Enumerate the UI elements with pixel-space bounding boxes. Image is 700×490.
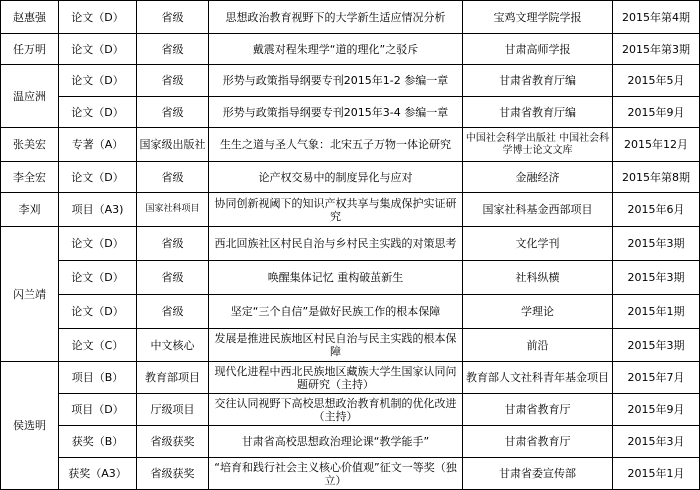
type-cell: 论文（D） [59, 227, 137, 261]
level-cell: 中文核心 [137, 329, 209, 362]
level-cell: 省级 [137, 227, 209, 261]
type-cell: 专著（A） [59, 128, 137, 162]
type-cell: 论文（D） [59, 1, 137, 34]
publisher-cell: 文化学刊 [463, 227, 613, 261]
title-cell: 形势与政策指导纲要专刊2015年1-2 参编一章 [209, 65, 463, 97]
title-cell: 坚定“三个自信”是做好民族工作的根本保障 [209, 295, 463, 329]
date-cell: 2015年9月 [613, 97, 700, 128]
level-cell: 省级 [137, 261, 209, 295]
author-name: 侯选明 [1, 362, 59, 490]
author-name: 赵惠强 [1, 1, 59, 34]
level-cell: 省级 [137, 1, 209, 34]
date-cell: 2015年第3期 [613, 34, 700, 65]
level-cell: 教育部项目 [137, 362, 209, 394]
table-row [1, 34, 700, 65]
title-cell: 现代化进程中西北民族地区藏族大学生国家认同问题研究（主持） [209, 362, 463, 394]
title-cell: 西北回族社区村民自治与乡村民主实践的对策思考 [209, 227, 463, 261]
level-cell: 国家社科项目 [137, 193, 209, 227]
title-cell: “培育和践行社会主义核心价值观”征文一等奖（独立） [209, 458, 463, 490]
publisher-cell: 教育部人文社科青年基金项目 [463, 362, 613, 394]
table-row [1, 394, 700, 426]
date-cell: 2015年3期 [613, 261, 700, 295]
date-cell: 2015年3月 [613, 426, 700, 458]
type-cell: 论文（D） [59, 65, 137, 97]
title-cell: 甘肃省高校思想政治理论课“教学能手” [209, 426, 463, 458]
type-cell: 项目（A3) [59, 193, 137, 227]
title-cell: 发展是推进民族地区村民自治与民主实践的根本保障 [209, 329, 463, 362]
title-cell: 思想政治教育视野下的大学新生适应情况分析 [209, 1, 463, 34]
level-cell: 省级 [137, 97, 209, 128]
date-cell: 2015年3期 [613, 227, 700, 261]
publisher-cell: 甘肃高师学报 [463, 34, 613, 65]
date-cell: 2015年5月 [613, 65, 700, 97]
publisher-cell: 金融经济 [463, 162, 613, 193]
title-cell: 论产权交易中的制度异化与应对 [209, 162, 463, 193]
title-cell: 交往认同视野下高校思想政治教育机制的优化改进（主持） [209, 394, 463, 426]
title-cell: 形势与政策指导纲要专刊2015年3-4 参编一章 [209, 97, 463, 128]
table-row [1, 227, 700, 261]
date-cell: 2015年第4期 [613, 1, 700, 34]
type-cell: 论文（D） [59, 295, 137, 329]
table-row [1, 362, 700, 394]
table-row [1, 1, 700, 34]
level-cell: 省级 [137, 34, 209, 65]
title-cell: 戴震对程朱理学“道的理化”之驳斥 [209, 34, 463, 65]
level-cell: 国家级出版社 [137, 128, 209, 162]
type-cell: 项目（D） [59, 394, 137, 426]
date-cell: 2015年1月 [613, 458, 700, 490]
type-cell: 论文（D） [59, 34, 137, 65]
publisher-cell: 甘肃省委宣传部 [463, 458, 613, 490]
author-name: 闪兰靖 [1, 227, 59, 362]
table-row [1, 97, 700, 128]
table-row [1, 426, 700, 458]
table-row [1, 128, 700, 162]
level-cell: 省级获奖 [137, 458, 209, 490]
table-row [1, 162, 700, 193]
level-cell: 省级 [137, 162, 209, 193]
table-row [1, 193, 700, 227]
table-row [1, 261, 700, 295]
type-cell: 论文（C） [59, 329, 137, 362]
type-cell: 论文（D） [59, 162, 137, 193]
type-cell: 获奖（A3） [59, 458, 137, 490]
level-cell: 厅级项目 [137, 394, 209, 426]
publisher-cell: 社科纵横 [463, 261, 613, 295]
author-name: 李刈 [1, 193, 59, 227]
type-cell: 论文（D） [59, 261, 137, 295]
level-cell: 省级获奖 [137, 426, 209, 458]
publisher-cell: 中国社会科学出版社 中国社会科学博士论文文库 [463, 128, 613, 162]
author-name: 任万明 [1, 34, 59, 65]
author-name: 李全宏 [1, 162, 59, 193]
date-cell: 2015年6月 [613, 193, 700, 227]
publisher-cell: 甘肃省教育厅编 [463, 65, 613, 97]
table-row [1, 65, 700, 97]
publisher-cell: 甘肃省教育厅 [463, 426, 613, 458]
date-cell: 2015年12月 [613, 128, 700, 162]
publisher-cell: 宝鸡文理学院学报 [463, 1, 613, 34]
title-cell: 协同创新视阈下的知识产权共享与集成保护实证研究 [209, 193, 463, 227]
title-cell: 生生之道与圣人气象：北宋五子万物一体论研究 [209, 128, 463, 162]
type-cell: 获奖（B） [59, 426, 137, 458]
publisher-cell: 国家社科基金西部项目 [463, 193, 613, 227]
date-cell: 2015年7月 [613, 362, 700, 394]
table-row [1, 295, 700, 329]
level-cell: 省级 [137, 65, 209, 97]
date-cell: 2015年第8期 [613, 162, 700, 193]
publisher-cell: 甘肃省教育厅编 [463, 97, 613, 128]
title-cell: 唤醒集体记忆 重构破茧新生 [209, 261, 463, 295]
type-cell: 论文（D） [59, 97, 137, 128]
date-cell: 2015年1期 [613, 295, 700, 329]
publisher-cell: 甘肃省教育厅 [463, 394, 613, 426]
date-cell: 2015年3期 [613, 329, 700, 362]
table-row [1, 329, 700, 362]
author-name: 张美宏 [1, 128, 59, 162]
author-name: 温应洲 [1, 65, 59, 128]
level-cell: 省级 [137, 295, 209, 329]
type-cell: 项目（B） [59, 362, 137, 394]
date-cell: 2015年9月 [613, 394, 700, 426]
publisher-cell: 前沿 [463, 329, 613, 362]
publisher-cell: 学理论 [463, 295, 613, 329]
